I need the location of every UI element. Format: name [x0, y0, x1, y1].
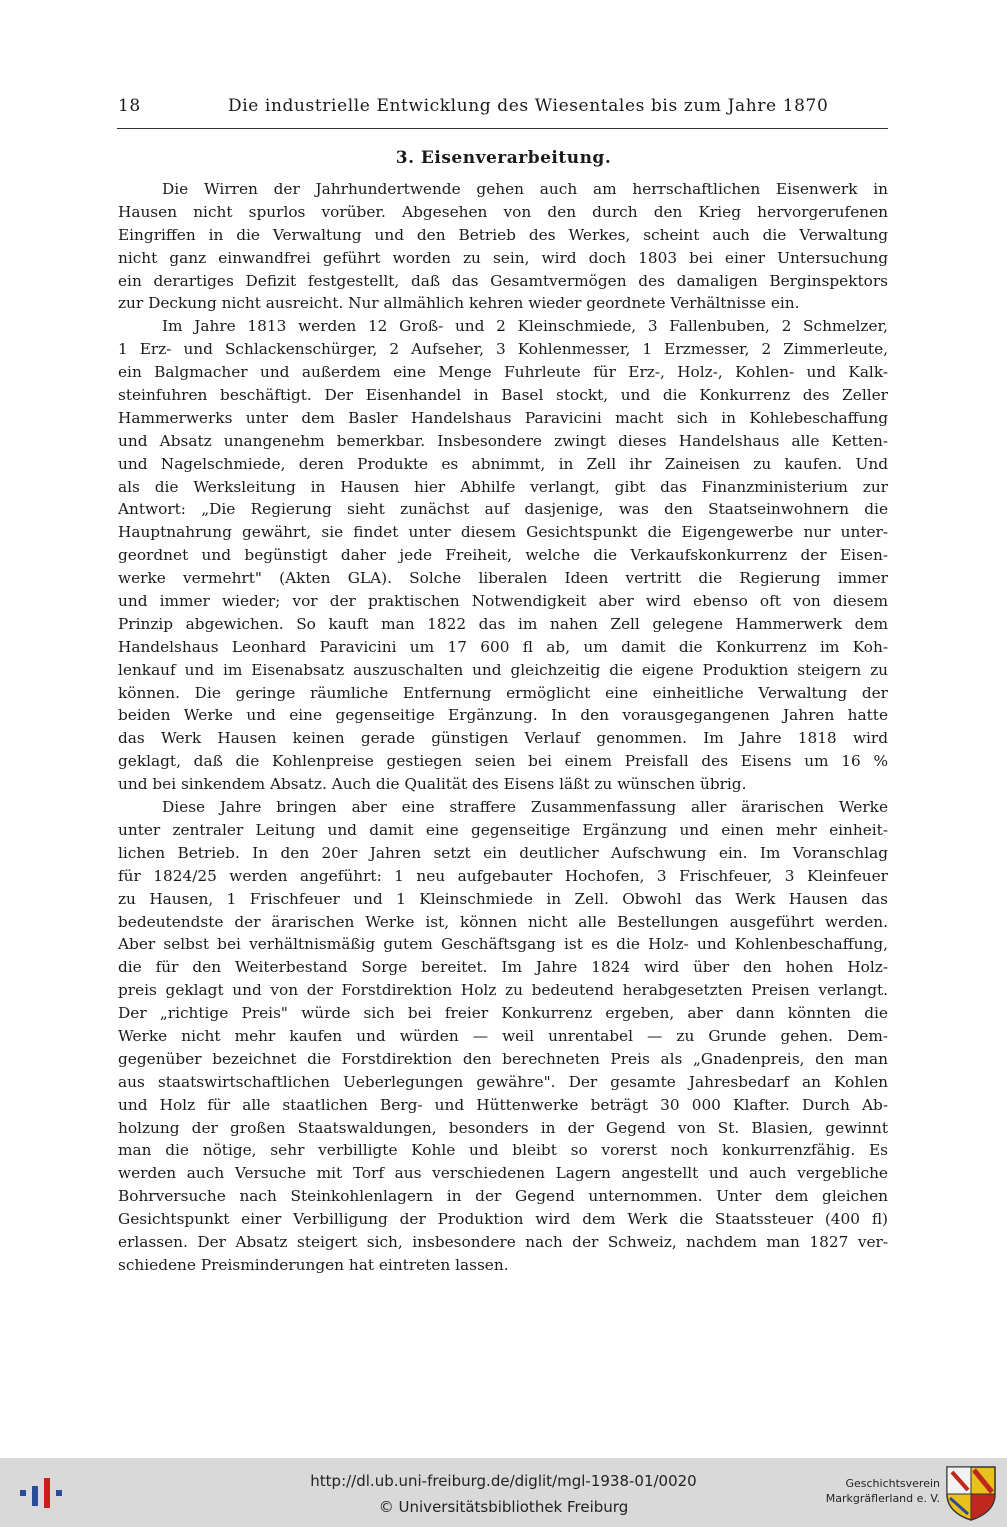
text-line: schiedene Preisminderungen hat eintreten lassen.	[118, 1255, 509, 1274]
text-line: und Nagelschmiede, deren Produkte es abnimmt, in Zell ihr Zaineisen zu kaufen. Und	[118, 454, 888, 473]
text-line: unter zentraler Leitung und damit eine gegenseitige Ergänzung und einen mehr einheit-	[118, 820, 888, 839]
text-line: man die nötige, sehr verbilligte Kohle und bleibt so vorerst noch konkurrenzfähig. Es	[118, 1141, 888, 1160]
text-line: lenkauf und im Eisenabsatz auszuschalten und gleichzeitig die eigene Produktion steigern zu	[118, 660, 888, 679]
text-line: bedeutendste der ärarischen Werke ist, können nicht alle Bestellungen ausgeführt werden.	[118, 912, 888, 931]
text-line: Diese Jahre bringen aber eine straffere Zusammenfassung aller ärarischen Werke	[162, 798, 888, 817]
text-line: preis geklagt und von der Forstdirektion Holz zu bedeutend herabgesetzten Preisen verlangt.	[118, 981, 888, 1000]
text-line: Bohrversuche nach Steinkohlenlagern in der Gegend unternommen. Unter dem gleichen	[118, 1187, 888, 1206]
text-line: 1 Erz- und Schlackenschürger, 2 Aufseher, 3 Kohlenmesser, 1 Erzmesser, 2 Zimmerleute,	[118, 340, 888, 359]
text-line: geordnet und begünstigt daher jede Freiheit, welche die Verkaufskonkurrenz der Eisen-	[118, 546, 888, 565]
coat-of-arms-icon	[944, 1464, 998, 1522]
text-line: aus staatswirtschaftlichen Ueberlegungen gewähre". Der gesamte Jahresbedarf an Kohlen	[118, 1072, 888, 1091]
text-line: zu Hausen, 1 Frischfeuer und 1 Kleinschmiede in Zell. Obwohl das Werk Hausen das	[118, 889, 888, 908]
text-line: holzung der großen Staatswaldungen, besonders in der Gegend von St. Blasien, gewinnt	[118, 1118, 888, 1137]
text-line: steinfuhren beschäftigt. Der Eisenhandel in Basel stockt, und die Konkurrenz des Zeller	[118, 386, 888, 405]
text-line: gegenüber bezeichnet die Forstdirektion den berechneten Preis als „Gnadenpreis, den man	[118, 1049, 888, 1068]
page-number: 18	[118, 96, 141, 116]
text-line: Eingriffen in die Verwaltung und den Betrieb des Werkes, scheint auch die Verwaltung	[118, 225, 888, 244]
text-line: Im Jahre 1813 werden 12 Groß- und 2 Kleinschmiede, 3 Fallenbuben, 2 Schmelzer,	[162, 317, 888, 336]
text-line: zur Deckung nicht ausreicht. Nur allmählich kehren wieder geordnete Verhältnisse ein.	[118, 294, 800, 313]
text-line: und bei sinkendem Absatz. Auch die Qualität des Eisens läßt zu wünschen übrig.	[118, 775, 747, 794]
text-line: beiden Werke und eine gegenseitige Ergänzung. In den vorausgegangenen Jahren hatte	[118, 706, 888, 725]
society-name-line1: Geschichtsverein	[845, 1477, 940, 1490]
body-text	[118, 178, 888, 1277]
text-line: Handelshaus Leonhard Paravicini um 17 600 fl ab, um damit die Konkurrenz im Koh-	[118, 637, 888, 656]
text-line: können. Die geringe räumliche Entfernung ermöglicht eine einheitliche Verwaltung der	[118, 683, 888, 702]
text-line: nicht ganz einwandfrei geführt worden zu sein, wird doch 1803 bei einer Untersuchung	[118, 248, 888, 267]
text-line: werden auch Versuche mit Torf aus verschiedenen Lagern angestellt und auch vergebliche	[118, 1164, 888, 1183]
text-line: als die Werksleitung in Hausen hier Abhilfe verlangt, gibt das Finanzministerium zur	[118, 477, 888, 496]
society-name	[800, 1476, 940, 1506]
copyright-notice: © Universitätsbibliothek Freiburg	[378, 1498, 629, 1516]
text-line: Antwort: „Die Regierung sieht zunächst auf dasjenige, was den Staatseinwohnern die	[118, 500, 888, 519]
text-line: Die Wirren der Jahrhundertwende gehen auch am herrschaftlichen Eisenwerk in	[162, 180, 888, 198]
text-line: für 1824/25 werden angeführt: 1 neu aufgebauter Hochofen, 3 Frischfeuer, 3 Kleinfeuer	[118, 866, 888, 885]
text-line: Aber selbst bei verhältnismäßig gutem Geschäftsgang ist es die Holz- und Kohlenbeschaffung,	[118, 935, 888, 954]
header-rule	[117, 128, 888, 129]
text-line: werke vermehrt" (Akten GLA). Solche liberalen Ideen vertritt die Regierung immer	[118, 569, 888, 588]
text-line: ein Balgmacher und außerdem eine Menge Fuhrleute für Erz-, Holz-, Kohlen- und Kalk-	[118, 363, 888, 382]
section-heading: 3. Eisenverarbeitung.	[395, 148, 612, 168]
running-head	[118, 96, 888, 124]
text-line: Hauptnahrung gewährt, sie findet unter diesem Gesichtspunkt die Eigengewerbe nur unter-	[118, 523, 888, 542]
society-name-line2: Markgräflerland e. V.	[825, 1492, 940, 1505]
text-line: Werke nicht mehr kaufen und würden — weil unrentabel — zu Grunde gehen. Dem-	[118, 1026, 888, 1045]
document-url-link[interactable]: http://dl.ub.uni-freiburg.de/diglit/mgl-1938-01/0020	[310, 1472, 697, 1490]
text-line: das Werk Hausen keinen gerade günstigen Verlauf genommen. Im Jahre 1818 wird	[118, 729, 888, 748]
text-line: Prinzip abgewichen. So kauft man 1822 das im nahen Zell gelegene Hammerwerk dem	[118, 614, 888, 633]
text-line: und immer wieder; vor der praktischen Notwendigkeit aber wird ebenso oft von diesem	[118, 592, 888, 611]
text-line: und Absatz unangenehm bemerkbar. Insbesondere zwingt dieses Handelshaus alle Ketten-	[118, 431, 888, 450]
text-line: geklagt, daß die Kohlenpreise gestiegen seien bei einem Preisfall des Eisens um 16 %	[118, 752, 888, 771]
text-line: Hausen nicht spurlos vorüber. Abgesehen von den durch den Krieg hervorgerufenen	[118, 202, 888, 221]
footer-bar	[0, 1458, 1007, 1527]
text-line: ein derartiges Defizit festgestellt, daß das Gesamtvermögen des damaligen Berginspektors	[118, 271, 888, 290]
text-line: lichen Betrieb. In den 20er Jahren setzt ein deutlicher Aufschwung ein. Im Voranschlag	[118, 843, 888, 862]
text-line: die für den Weiterbestand Sorge bereitet. Im Jahre 1824 wird über den hohen Holz-	[118, 958, 888, 977]
text-line: Gesichtspunkt einer Verbilligung der Produktion wird dem Werk die Staatssteuer (400 fl)	[118, 1210, 888, 1229]
text-line: erlassen. Der Absatz steigert sich, insbesondere nach der Schweiz, nachdem man 1827 ver-	[118, 1232, 888, 1251]
running-title: Die industrielle Entwicklung des Wiesentales bis zum Jahre 1870	[228, 96, 829, 116]
text-line: Der „richtige Preis" würde sich bei freier Konkurrenz ergeben, aber dann könnten die	[118, 1004, 888, 1023]
text-line: und Holz für alle staatlichen Berg- und Hüttenwerke beträgt 30 000 Klafter. Durch Ab-	[118, 1095, 888, 1114]
text-line: Hammerwerks unter dem Basler Handelshaus Paravicini macht sich in Kohlebeschaffung	[118, 408, 888, 427]
